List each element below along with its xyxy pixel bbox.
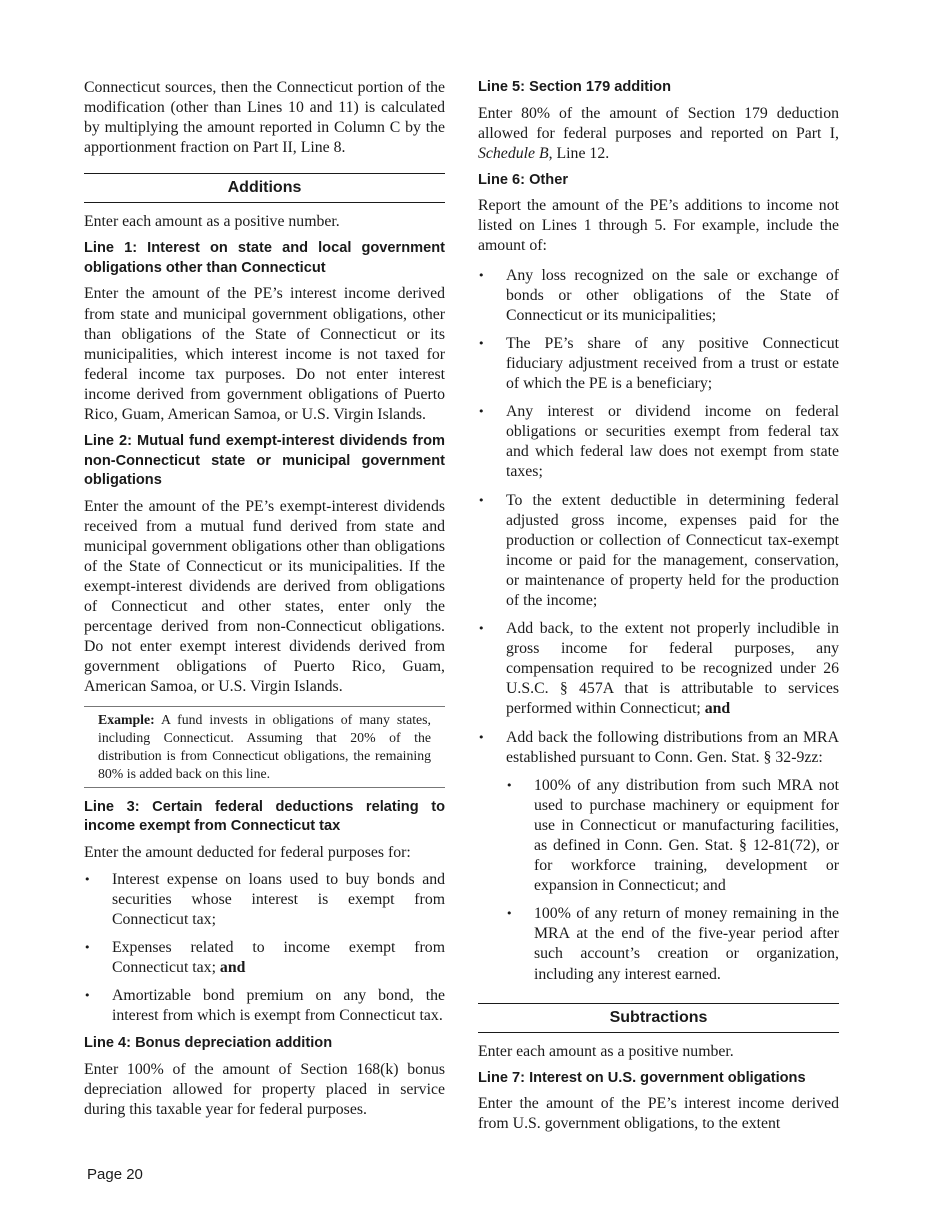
list-item: • Expenses related to income exempt from Connecticut tax; and — [84, 938, 445, 978]
line4-text: Enter 100% of the amount of Section 168(k) bonus depreciation allowed for property placed in service during this taxable year for federal purposes. — [84, 1060, 445, 1118]
line4-heading: Line 4: Bonus depreciation addition — [84, 1035, 333, 1052]
line2-text: Enter the amount of the PE’s exempt-interest dividends received from a mutual fund derived from state and municipal government obligations other than obligations of the State of Connecticut or its municipalities. If the exempt-interest dividends are derived from obligations of Connecticut and other states, enter only the percentage derived from non-Connecticut obligations. Do not enter exempt interest dividends derived from government obligations of Puerto Rico, Guam, American Samoa, or U.S. Virgin Islands. — [84, 497, 445, 696]
list-item: • Amortizable bond premium on any bond, the interest from which is exempt from Connecticut tax. — [84, 986, 445, 1026]
list-item: • Add back the following distributions from an MRA established pursuant to Conn. Gen. Stat. § 32-9zz: • 100% of any distribution from such MRA not used to purchase machinery or equipment for use in Connecticut or manufacturing facilities, as defined in Conn. Gen. Stat. § 12-81(72), or for workforce training, development or expansion in Connecticut; and • 100% of any return of money remaining in the MRA at the end of the five-year period after such account’s creation or organization, including any interest earned. — [478, 728, 839, 985]
list-item: • To the extent deductible in determining federal adjusted gross income, expenses paid for the production or collection of Connecticut tax-exempt income or paid for the management, conservation, or maintenance of property held for the production of the income; — [478, 491, 839, 612]
list-item: • 100% of any return of money remaining in the MRA at the end of the five-year period after such account’s creation or organization, including any interest earned. — [506, 904, 839, 984]
additions-note: Enter each amount as a positive number. — [84, 213, 340, 231]
list-item: • Any interest or dividend income on federal obligations or securities exempt from federal tax and which federal law does not exempt from state taxes; — [478, 402, 839, 482]
page-number: Page 20 — [87, 1166, 143, 1183]
subtractions-note: Enter each amount as a positive number. — [478, 1042, 734, 1060]
left-column — [84, 78, 445, 1120]
line5-text: Enter 80% of the amount of Section 179 deduction allowed for federal purposes and reported on Part I, Schedule B, Line 12. — [478, 104, 839, 162]
line5-heading: Line 5: Section 179 addition — [478, 79, 671, 95]
line3-heading: Line 3: Certain federal deductions relating to income exempt from Connecticut tax — [84, 798, 445, 835]
line1-heading: Line 1: Interest on state and local government obligations other than Connecticut — [84, 240, 445, 276]
example-box — [84, 706, 445, 788]
list-item: • The PE’s share of any positive Connecticut fiduciary adjustment received from a trust or estate of which the PE is a beneficiary; — [478, 334, 839, 394]
list-item: • 100% of any distribution from such MRA not used to purchase machinery or equipment for use in Connecticut or manufacturing facilities, as defined in Conn. Gen. Stat. § 12-81(72), or for workforce training, development or expansion in Connecticut; and — [506, 776, 839, 897]
intro-paragraph: Connecticut sources, then the Connecticut portion of the modification (other than Lines 10 and 11) is calculated by multiplying the amount reported in Column C by the apportionment fraction on Part II, Line 8. — [84, 79, 445, 157]
example-label: Example: — [98, 711, 155, 727]
example-text: A fund invests in obligations of many states, including Connecticut. Assuming that 20% of the distribution is from Connecticut obligations, the remaining 80% is added back on this line. — [98, 711, 431, 781]
line6-heading: Line 6: Other — [478, 171, 569, 188]
line6-list — [478, 266, 839, 985]
mra-sub-list — [506, 776, 839, 985]
additions-heading: Additions — [84, 173, 445, 203]
line1-text: Enter the amount of the PE’s interest income derived from state and municipal government obligations, other than obligations of the State of Connecticut or its municipalities, which interest income is not taxed for federal income tax purposes. Do not enter interest income derived from government obligations of Puerto Rico, Guam, American Samoa, or U.S. Virgin Islands. — [84, 285, 445, 424]
subtractions-heading: Subtractions — [478, 1003, 839, 1033]
line2-heading: Line 2: Mutual fund exempt-interest dividends from non-Connecticut state or municipal government obligations — [84, 433, 445, 489]
list-item: • Any loss recognized on the sale or exchange of bonds or other obligations of the State of Connecticut or its municipalities; — [478, 266, 839, 326]
list-item: • Interest expense on loans used to buy bonds and securities whose interest is exempt from Connecticut tax; — [84, 870, 445, 930]
line3-intro: Enter the amount deducted for federal purposes for: — [84, 843, 411, 861]
right-column — [478, 78, 839, 1134]
line7-heading: Line 7: Interest on U.S. government obligations — [478, 1069, 806, 1086]
line7-text: Enter the amount of the PE’s interest income derived from U.S. government obligations, to the extent — [478, 1095, 839, 1133]
list-item: • Add back, to the extent not properly includible in gross income for federal purposes, any compensation required to be recognized under 26 U.S.C. § 457A that is attributable to services performed within Connecticut; and — [478, 619, 839, 719]
line3-list — [84, 870, 445, 1027]
line6-intro: Report the amount of the PE’s additions to income not listed on Lines 1 through 5. For example, include the amount of: — [478, 197, 839, 255]
